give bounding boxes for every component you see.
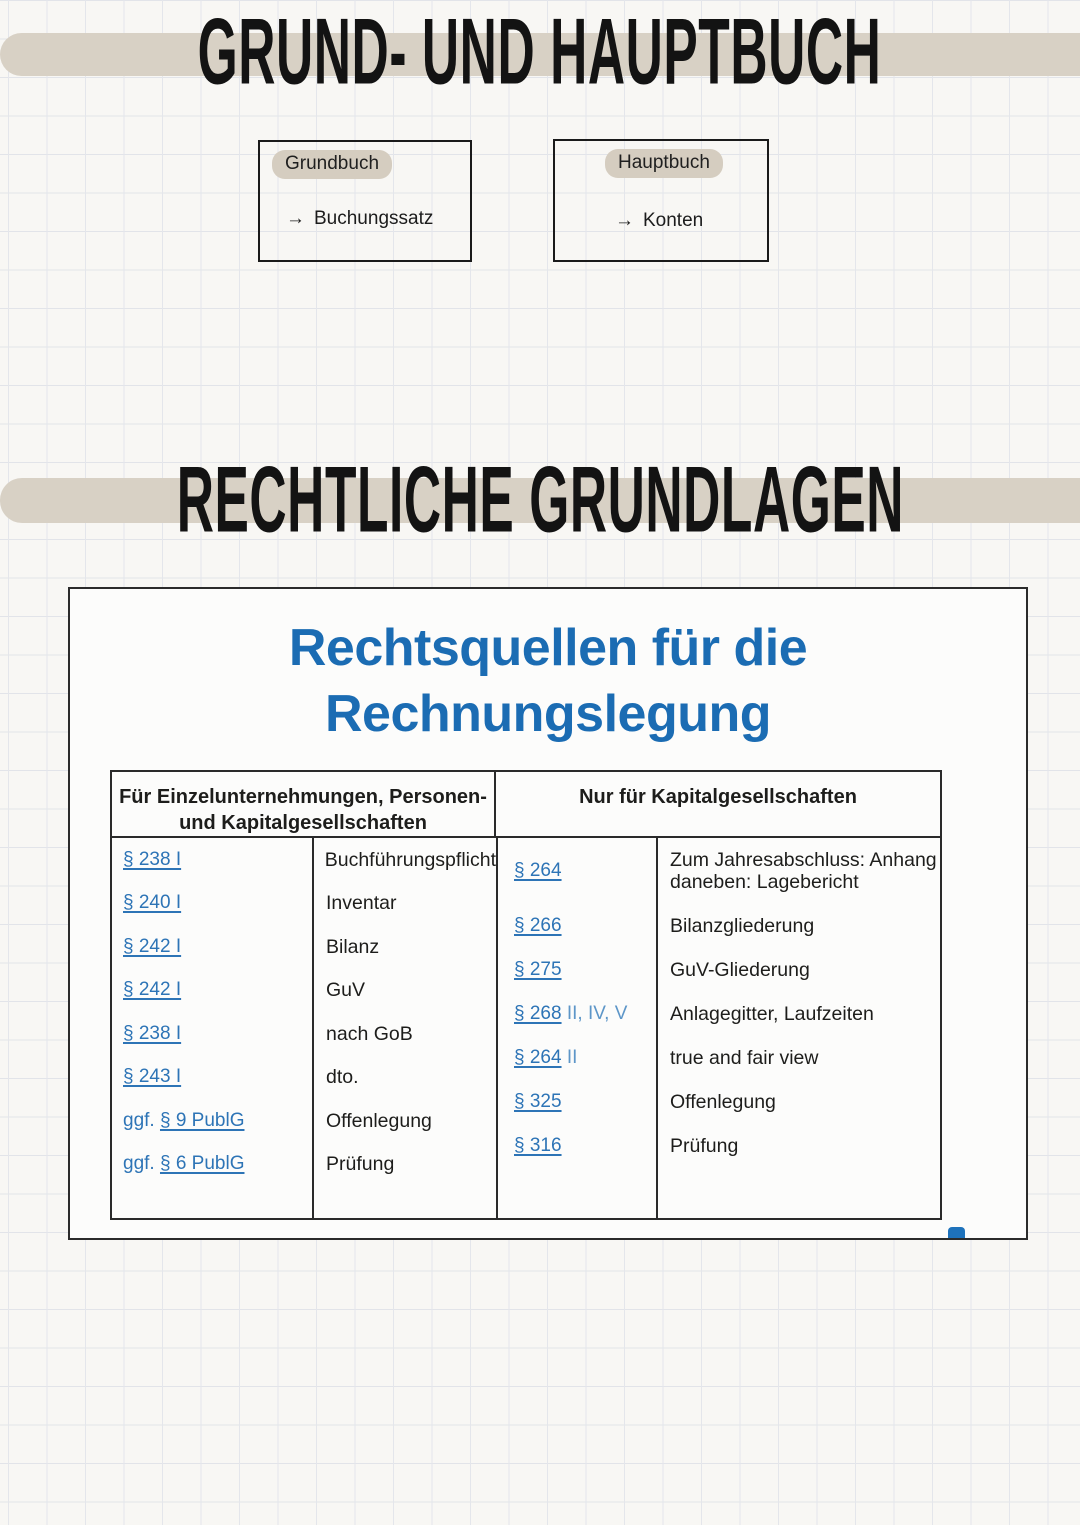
highlight-bar-1	[0, 33, 1080, 76]
paragraph-suffix: II	[561, 1047, 578, 1068]
paragraph-reference	[498, 1135, 656, 1157]
paragraph-link: § 325	[514, 1091, 562, 1112]
grundbuch-box	[258, 140, 472, 262]
paragraph-description: Bilanzgliederung	[670, 915, 815, 937]
paragraph-link: § 268	[514, 1003, 562, 1024]
hauptbuch-box	[553, 139, 769, 262]
paragraph-link: § 242 I	[123, 979, 182, 1001]
section-title-2-text: RECHTLICHE GRUNDLAGEN	[176, 447, 904, 553]
right-column-rows	[498, 838, 940, 1168]
paragraph-reference	[112, 849, 311, 871]
grundbuch-label: Grundbuch	[272, 150, 392, 179]
paragraph-reference	[112, 979, 312, 1001]
paragraph-prefix: ggf.	[123, 1109, 160, 1131]
paragraph-description: GuV	[326, 979, 366, 1002]
paragraph-reference	[112, 1066, 312, 1088]
table-row	[112, 1143, 496, 1187]
table-row	[498, 1036, 940, 1080]
paragraph-prefix: ggf.	[123, 1153, 160, 1175]
paragraph-reference	[112, 936, 312, 958]
paragraph-link: § 264	[514, 1047, 562, 1068]
figure-title-line2: Rechnungslegung	[324, 685, 772, 743]
paragraph-description: Offenlegung	[670, 1091, 776, 1113]
paragraph-link: § 240 I	[123, 892, 182, 914]
publisher-logo-mark	[948, 1227, 965, 1238]
arrow-right-icon: →	[286, 208, 305, 229]
table-header-row	[112, 772, 940, 838]
figure-title-line1: Rechtsquellen für die	[288, 619, 808, 677]
hauptbuch-content-text: Konten	[643, 210, 704, 231]
paragraph-description: dto.	[326, 1066, 359, 1089]
paragraph-description: Bilanz	[326, 935, 380, 958]
header-left-line1: Für Einzelunternehmungen, Personen-	[119, 786, 487, 808]
paragraph-reference	[112, 1153, 312, 1175]
header-kapitalgesellschaften: Nur für Kapitalgesellschaften	[579, 786, 857, 808]
legal-sources-table	[110, 770, 942, 1220]
figure-title	[70, 615, 1026, 747]
paragraph-link: § 316	[514, 1135, 562, 1156]
section-title-1-text: GRUND- UND HAUPTBUCH	[198, 0, 882, 105]
paragraph-link: § 242 I	[123, 935, 182, 957]
highlight-bar-2	[0, 478, 1080, 523]
table-row	[498, 1124, 940, 1168]
table-row	[112, 969, 496, 1013]
paragraph-description: Inventar	[326, 892, 397, 915]
paragraph-description: Prüfung	[670, 1135, 739, 1157]
paragraph-link: § 264	[514, 860, 562, 881]
table-row	[112, 1056, 496, 1100]
table-row	[112, 838, 496, 882]
paragraph-link: § 266	[514, 915, 562, 936]
paragraph-description: Prüfung	[326, 1153, 395, 1176]
paragraph-link: § 275	[514, 959, 562, 980]
arrow-right-icon: →	[615, 210, 634, 231]
paragraph-link: § 238 I	[123, 848, 182, 870]
paragraph-reference	[112, 1110, 312, 1132]
rechtsquellen-figure	[68, 587, 1028, 1240]
paragraph-link: § 9 PublG	[159, 1109, 245, 1131]
paragraph-reference	[498, 915, 656, 937]
hauptbuch-label: Hauptbuch	[605, 149, 723, 178]
header-left-line2: und Kapitalgesellschaften	[179, 812, 427, 834]
paragraph-reference	[498, 1091, 656, 1113]
header-einzelunternehmungen	[112, 772, 496, 836]
paragraph-description: true and fair view	[670, 1047, 819, 1069]
left-column-rows	[112, 838, 496, 1186]
paragraph-description: Offenlegung	[326, 1109, 432, 1132]
paragraph-reference	[498, 959, 656, 981]
grundbuch-content-text: Buchungssatz	[314, 208, 434, 229]
table-row	[498, 992, 940, 1036]
paragraph-link: § 238 I	[123, 1022, 182, 1044]
paragraph-reference	[112, 892, 312, 914]
paragraph-reference	[498, 860, 656, 882]
table-row	[498, 904, 940, 948]
grundbuch-content	[286, 208, 433, 230]
table-row	[112, 882, 496, 926]
paragraph-description: Buchführungspflicht	[324, 848, 496, 871]
table-row	[498, 1080, 940, 1124]
paragraph-reference	[498, 1003, 656, 1025]
table-row	[498, 948, 940, 992]
paragraph-description: GuV-Gliederung	[670, 959, 810, 981]
table-body	[112, 838, 940, 1220]
paragraph-link: § 6 PublG	[159, 1153, 245, 1175]
paragraph-description: Anlagegitter, Laufzeiten	[670, 1003, 874, 1025]
paragraph-reference	[498, 1047, 656, 1069]
paragraph-description: Zum Jahresabschluss: Anhang daneben: Lagebericht	[670, 849, 937, 893]
table-row	[498, 838, 940, 904]
table-row	[112, 1012, 496, 1056]
table-row	[112, 1099, 496, 1143]
paragraph-description: nach GoB	[326, 1022, 413, 1045]
paragraph-suffix: II, IV, V	[561, 1003, 628, 1024]
paragraph-link: § 243 I	[123, 1066, 182, 1088]
hauptbuch-content	[615, 210, 703, 232]
table-row	[112, 925, 496, 969]
paragraph-reference	[112, 1023, 312, 1045]
